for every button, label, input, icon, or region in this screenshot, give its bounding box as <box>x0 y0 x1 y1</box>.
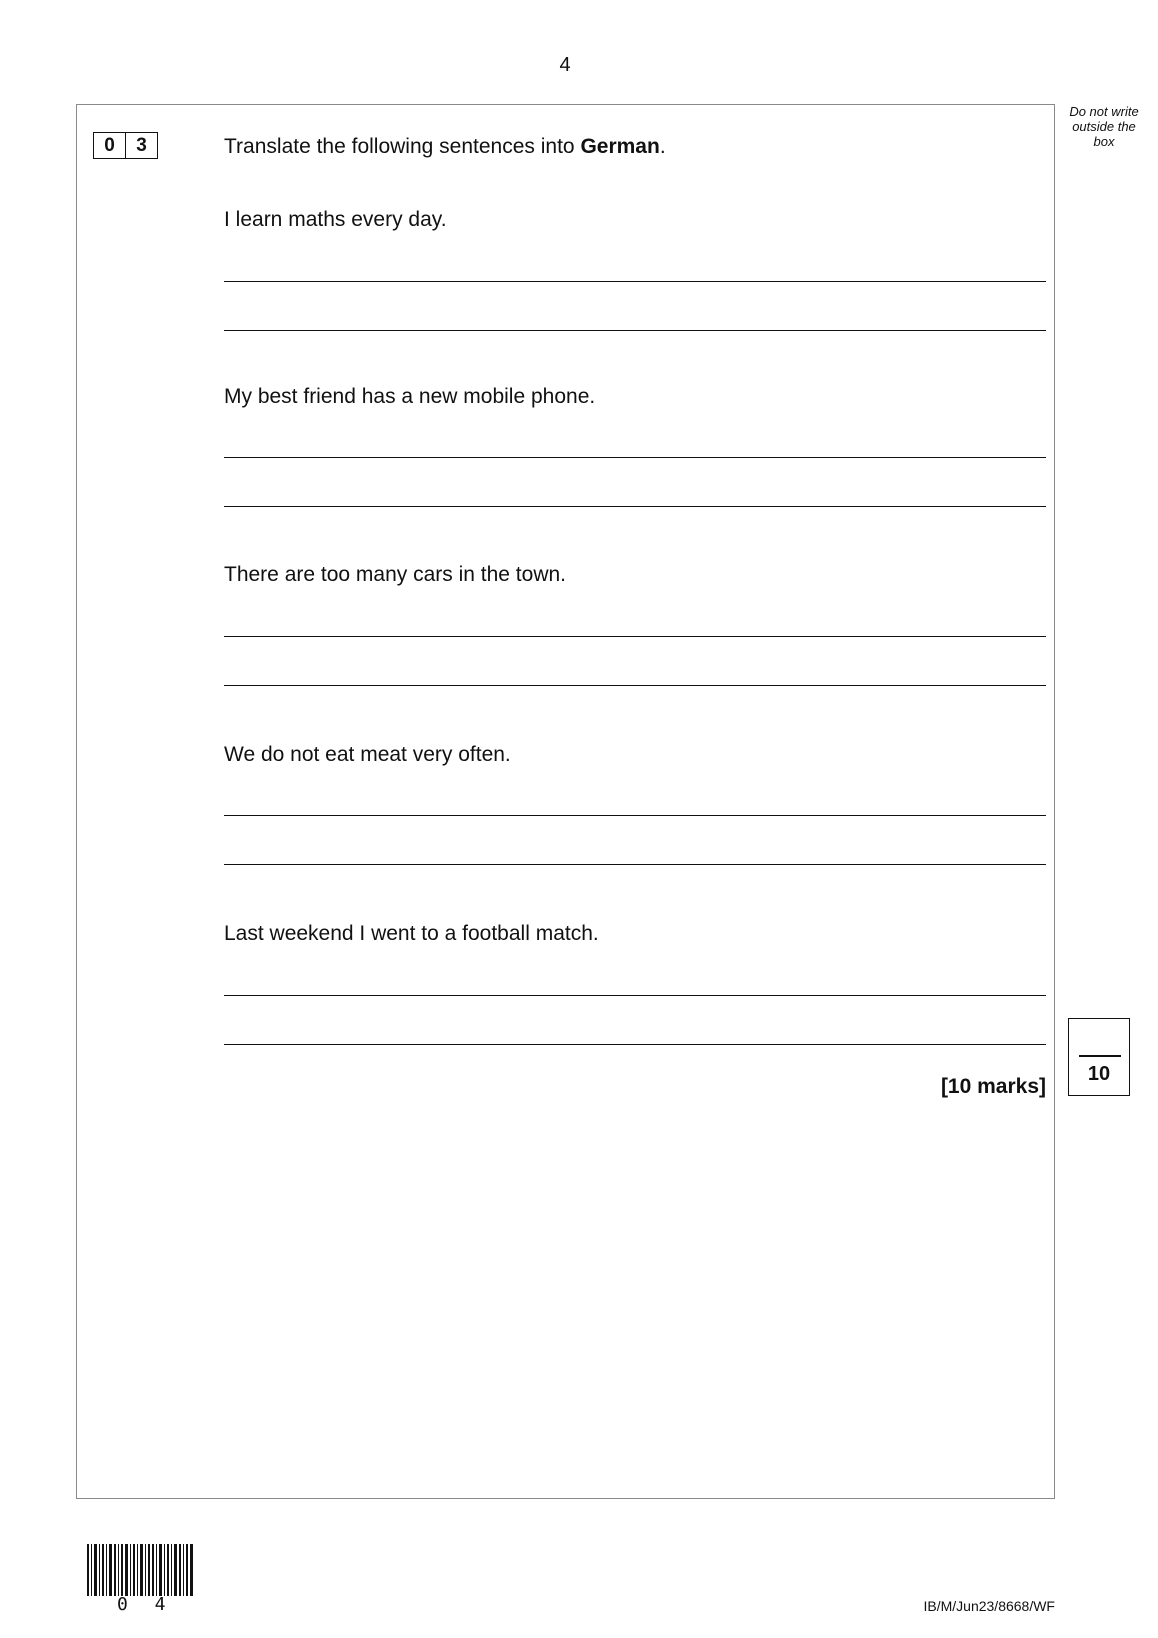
answer-line-4b[interactable] <box>224 864 1046 865</box>
answer-line-3b[interactable] <box>224 685 1046 686</box>
score-total: 10 <box>1087 1063 1111 1085</box>
question-number-digit-1: 0 <box>104 135 115 156</box>
score-rule <box>1079 1055 1121 1057</box>
margin-note: Do not write outside the box <box>1069 104 1139 149</box>
question-instruction <box>224 135 666 159</box>
page-number: 4 <box>559 54 571 76</box>
answer-line-1a[interactable] <box>224 281 1046 282</box>
answer-line-1b[interactable] <box>224 330 1046 331</box>
score-box <box>1068 1018 1130 1096</box>
sentence-2: My best friend has a new mobile phone. <box>224 385 596 408</box>
answer-line-2a[interactable] <box>224 457 1046 458</box>
answer-line-5a[interactable] <box>224 995 1046 996</box>
question-number-digit-2: 3 <box>125 133 157 158</box>
answer-line-2b[interactable] <box>224 506 1046 507</box>
question-number-box <box>93 132 158 159</box>
instruction-text: Translate the following sentences into <box>224 135 581 158</box>
answer-area-border <box>76 104 1055 1499</box>
answer-line-3a[interactable] <box>224 636 1046 637</box>
instruction-language: German <box>580 135 660 158</box>
answer-line-4a[interactable] <box>224 815 1046 816</box>
sentence-3: There are too many cars in the town. <box>224 563 566 586</box>
instruction-end: . <box>659 135 666 158</box>
sentence-1: I learn maths every day. <box>224 208 447 231</box>
answer-line-5b[interactable] <box>224 1044 1046 1045</box>
barcode-digits: 0 4 <box>117 1594 174 1615</box>
footer-code: IB/M/Jun23/8668/WF <box>923 1598 1055 1614</box>
sentence-5: Last weekend I went to a football match. <box>224 922 599 945</box>
sentence-4: We do not eat meat very often. <box>224 743 511 766</box>
marks-label: [10 marks] <box>940 1075 1046 1098</box>
barcode-icon <box>87 1544 193 1596</box>
